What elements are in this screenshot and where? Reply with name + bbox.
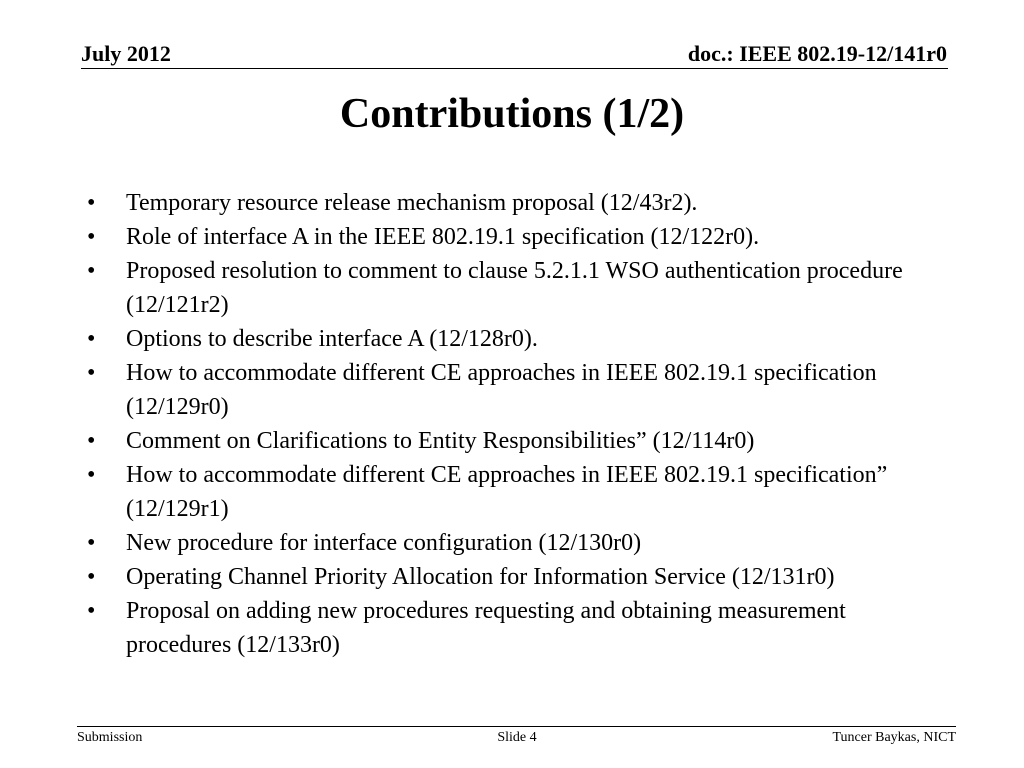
bullet-item bbox=[0, 560, 946, 594]
bullet-marker: • bbox=[87, 258, 96, 284]
footer-slide-number: Slide 4 bbox=[497, 730, 537, 745]
bullet-text: How to accommodate different CE approaches in IEEE 802.19.1 specification (12/129r0) bbox=[126, 360, 877, 420]
header-date: July 2012 bbox=[81, 41, 171, 66]
bullet-text: Proposal on adding new procedures requesting and obtaining measurement procedures (12/133r0) bbox=[126, 598, 846, 658]
bullet-text: Comment on Clarifications to Entity Responsibilities” (12/114r0) bbox=[126, 428, 755, 454]
bullet-marker: • bbox=[87, 428, 96, 454]
footer-submission: Submission bbox=[77, 730, 143, 745]
bullet-text: New procedure for interface configuration (12/130r0) bbox=[126, 530, 642, 556]
bullet-item bbox=[0, 220, 946, 254]
bullet-item bbox=[0, 356, 946, 424]
footer-author: Tuncer Baykas, NICT bbox=[832, 730, 956, 745]
bullet-list bbox=[0, 186, 946, 662]
bullet-text: Proposed resolution to comment to clause 5.2.1.1 WSO authentication procedure (12/121r2) bbox=[126, 258, 903, 318]
bullet-item bbox=[0, 458, 946, 526]
bullet-marker: • bbox=[87, 326, 96, 352]
bullet-marker: • bbox=[87, 224, 96, 250]
bullet-marker: • bbox=[87, 462, 96, 488]
bullet-text: How to accommodate different CE approaches in IEEE 802.19.1 specification” (12/129r1) bbox=[126, 462, 888, 522]
bullet-marker: • bbox=[87, 360, 96, 386]
slide-title: Contributions (1/2) bbox=[339, 91, 685, 137]
bullet-text: Operating Channel Priority Allocation for Information Service (12/131r0) bbox=[126, 564, 835, 590]
bullet-item bbox=[0, 254, 946, 322]
bullet-item bbox=[0, 594, 946, 662]
bullet-item bbox=[0, 322, 946, 356]
bullet-text: Role of interface A in the IEEE 802.19.1 specification (12/122r0). bbox=[126, 224, 760, 250]
header-divider bbox=[81, 68, 948, 69]
bullet-marker: • bbox=[87, 564, 96, 590]
bullet-marker: • bbox=[87, 530, 96, 556]
bullet-item bbox=[0, 526, 946, 560]
footer-divider bbox=[77, 726, 956, 727]
bullet-text: Options to describe interface A (12/128r0). bbox=[126, 326, 538, 352]
bullet-marker: • bbox=[87, 190, 96, 216]
bullet-text: Temporary resource release mechanism proposal (12/43r2). bbox=[126, 190, 698, 216]
header-doc-id: doc.: IEEE 802.19-12/141r0 bbox=[687, 41, 947, 66]
bullet-item bbox=[0, 424, 946, 458]
bullet-marker: • bbox=[87, 598, 96, 624]
bullet-item bbox=[0, 186, 946, 220]
